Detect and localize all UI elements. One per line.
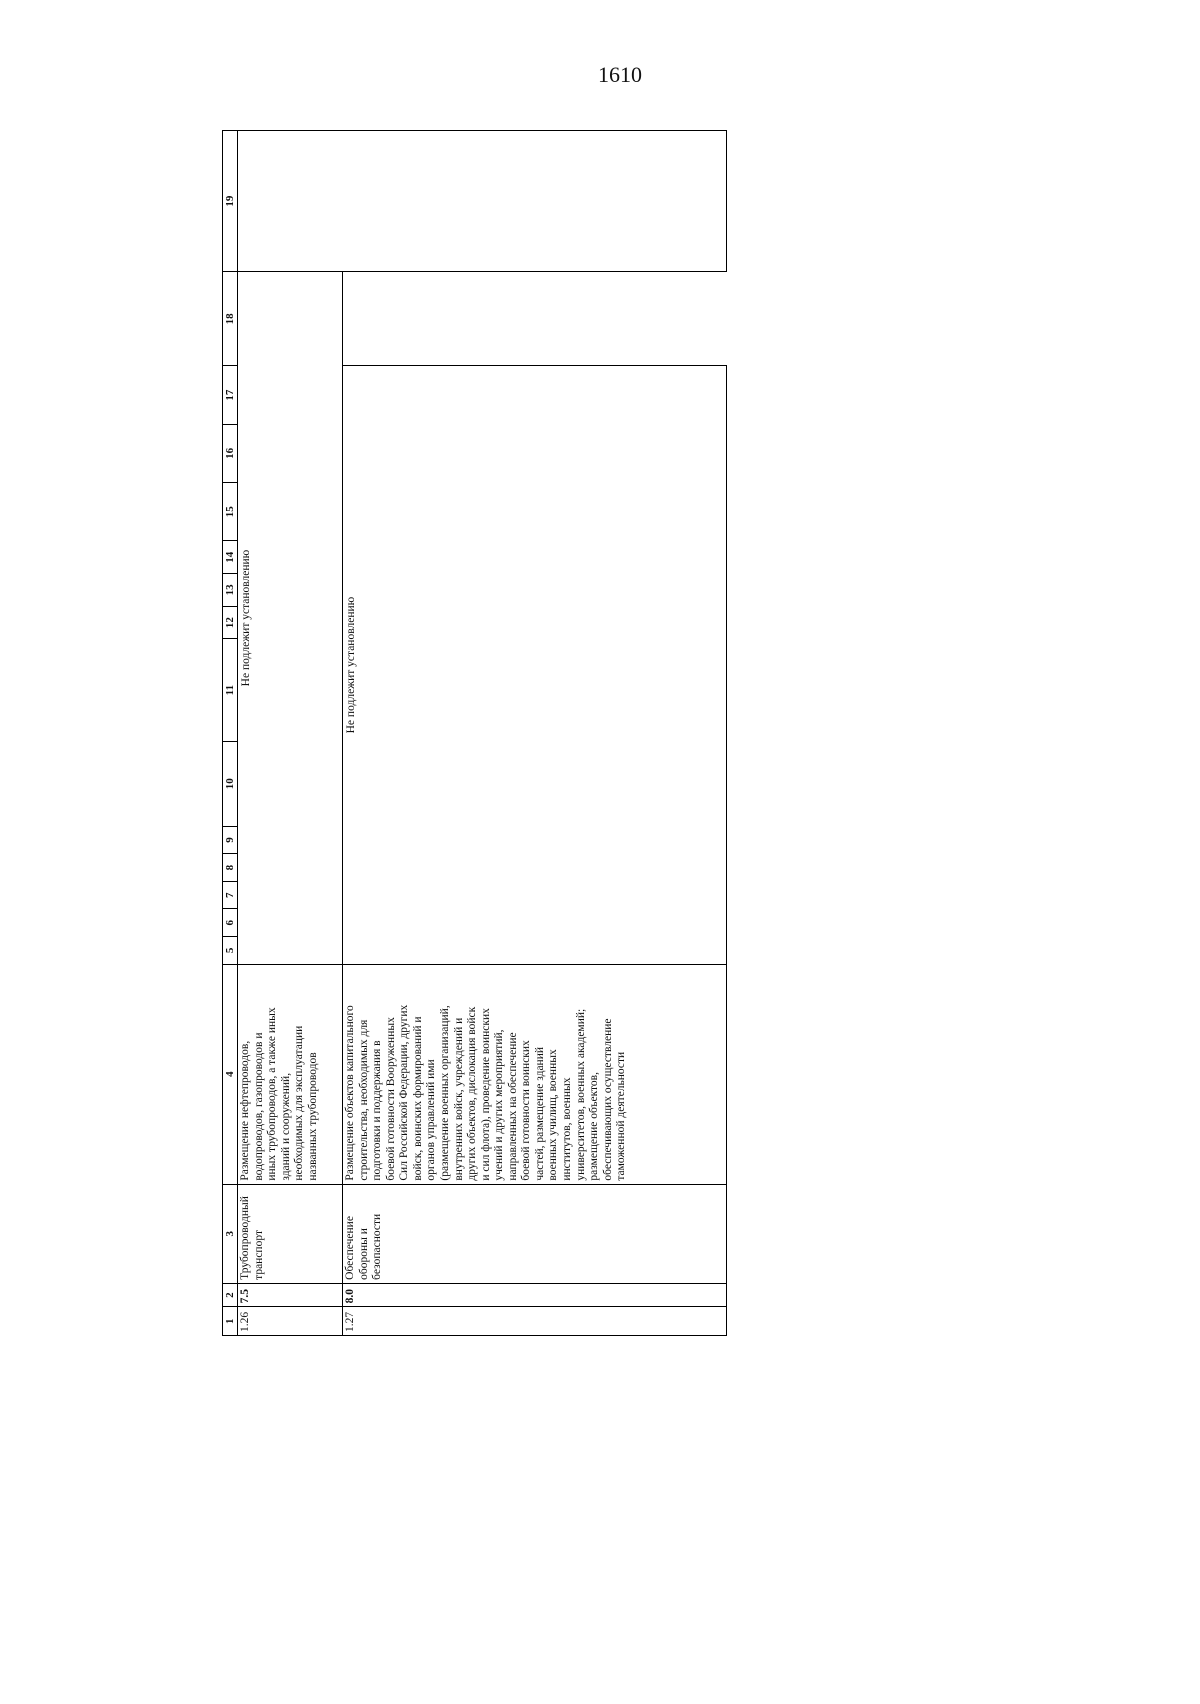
- description-line: водопроводов, газопроводов и: [252, 1032, 265, 1181]
- rotated-table-wrapper: [222, 130, 727, 1336]
- description-line: войск, воинских формирований и: [411, 1016, 424, 1181]
- table-row: [343, 131, 727, 1336]
- description-cell: [238, 964, 343, 1184]
- header-cell: 11: [223, 639, 238, 741]
- header-cell: 12: [223, 606, 238, 639]
- header-cell: 8: [223, 854, 238, 882]
- header-cell: 14: [223, 541, 238, 574]
- params-note-cell: Не подлежит установлению: [343, 366, 727, 964]
- header-cell: 4: [223, 964, 238, 1184]
- notes-cell: [238, 131, 727, 272]
- description-cell: [343, 964, 727, 1184]
- description-line: частей, размещение зданий: [533, 1046, 546, 1181]
- description-line: институтов, военных: [561, 1077, 573, 1181]
- header-cell: 15: [223, 483, 238, 541]
- description-line: строительства, необходимых для: [357, 1019, 370, 1181]
- description-line: таможенной деятельности: [615, 1051, 628, 1181]
- page-number: 1610: [598, 62, 642, 87]
- header-cell: 5: [223, 937, 238, 965]
- header-cell: 3: [223, 1184, 238, 1283]
- description-line: учений и других мероприятий,: [493, 1029, 506, 1181]
- use-name-cell: Трубопроводный транспорт: [238, 1184, 343, 1283]
- header-cell: 10: [223, 741, 238, 826]
- description-line: боевой готовности Вооруженных: [384, 1017, 397, 1181]
- params-note-cell: Не подлежит установлению: [238, 272, 343, 964]
- description-line: органов управлений ими: [425, 1059, 438, 1181]
- header-cell: 6: [223, 909, 238, 937]
- header-cell: 2: [223, 1283, 238, 1307]
- table-row: [238, 131, 343, 1336]
- description-line: зданий и сооружений,: [279, 1072, 292, 1181]
- header-cell: 7: [223, 881, 238, 909]
- header-cell: 18: [223, 272, 238, 366]
- header-cell: 1: [223, 1307, 238, 1336]
- description-line: (размещение военных организаций,: [438, 1005, 451, 1181]
- description-line: университетов, военных академий;: [574, 1008, 587, 1181]
- description-line: военных училищ, военных: [547, 1049, 560, 1181]
- header-row: [223, 131, 238, 1336]
- regulations-table: [222, 130, 727, 1336]
- description-line: и сил флота), проведение воинских: [479, 1008, 492, 1181]
- description-line: Размещение объектов капитального: [344, 1005, 356, 1181]
- description-line: необходимых для эксплуатации: [293, 1025, 306, 1181]
- header-cell: 17: [223, 366, 238, 424]
- header-cell: 13: [223, 574, 238, 607]
- description-line: внутренних войск, учреждений и: [452, 1017, 465, 1181]
- description-line: размещение объектов,: [588, 1072, 601, 1181]
- row-number-cell: 1.26: [238, 1307, 343, 1336]
- description-line: Сил Российской Федерации, других: [398, 1004, 411, 1181]
- description-line: названных трубопроводов: [306, 1052, 319, 1181]
- use-name-cell: Обеспечение обороны и безопасности: [343, 1184, 727, 1283]
- header-cell: 16: [223, 424, 238, 482]
- description-line: боевой готовности воинских: [520, 1040, 533, 1181]
- description-line: обеспечивающих осуществление: [601, 1018, 614, 1181]
- code-cell: 8.0: [343, 1283, 727, 1307]
- description-line: Размещение нефтепроводов,: [239, 1040, 251, 1181]
- row-number-cell: 1.27: [343, 1307, 727, 1336]
- description-line: подготовки и поддержания в: [371, 1040, 384, 1181]
- header-cell: 19: [223, 131, 238, 272]
- description-line: иных трубопроводов, а также иных: [266, 1007, 279, 1181]
- code-cell: 7.5: [238, 1283, 343, 1307]
- description-line: других объектов, дислокация войск: [466, 1006, 479, 1181]
- description-line: направленных на обеспечение: [506, 1032, 519, 1181]
- header-cell: 9: [223, 826, 238, 854]
